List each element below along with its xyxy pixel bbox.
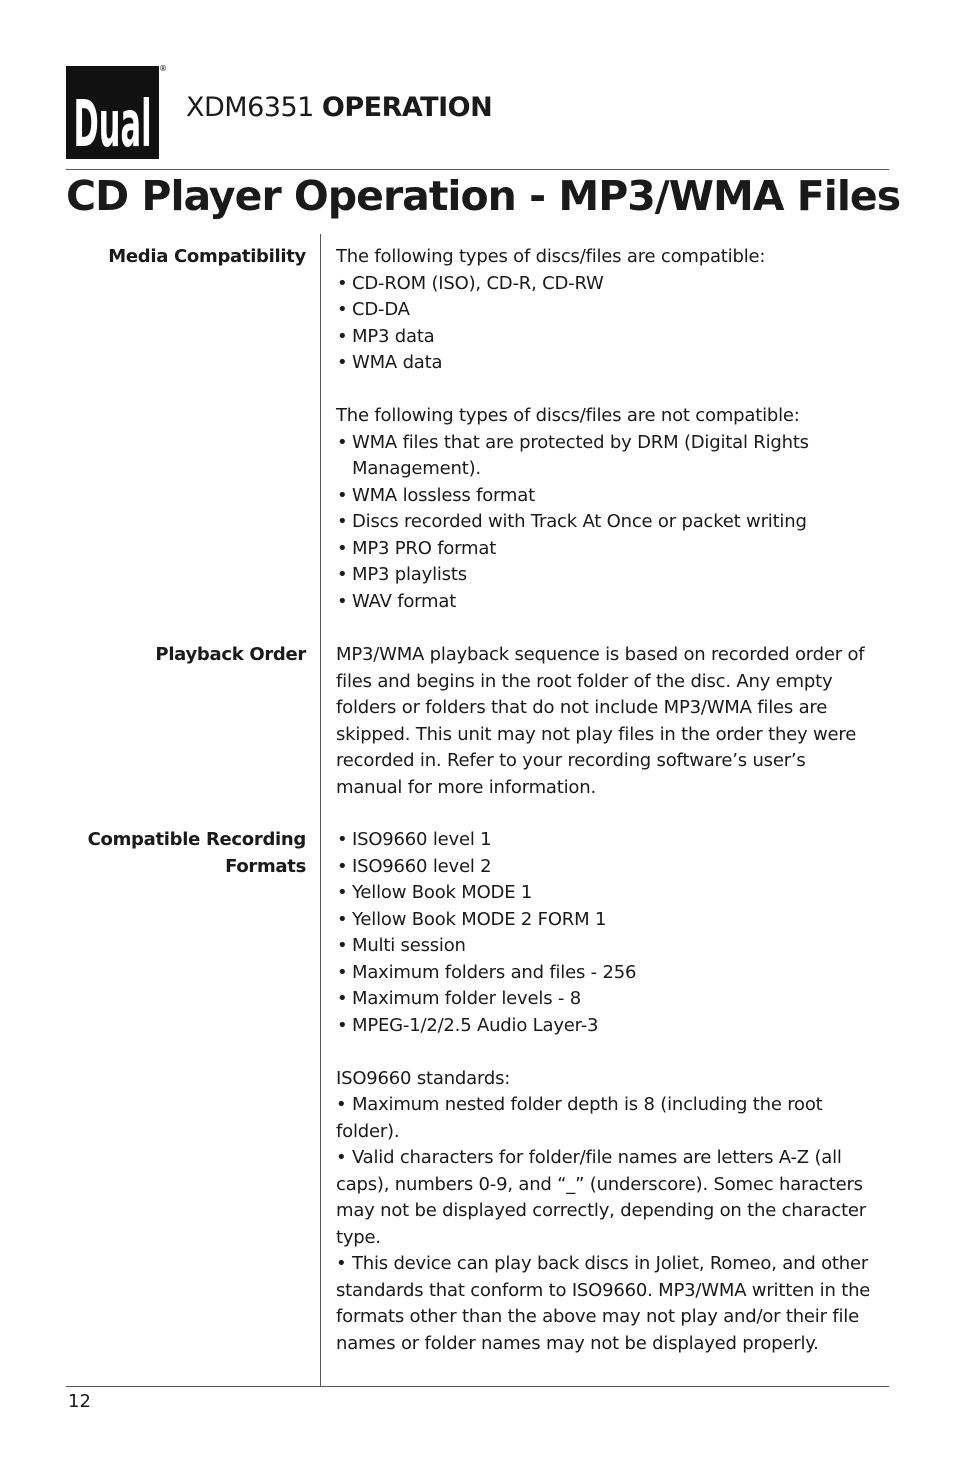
list-item: • Discs recorded with Track At Once or packet writing	[336, 509, 892, 536]
list-item: • ISO9660 level 1	[336, 827, 892, 854]
list-item: • MP3 playlists	[336, 562, 892, 589]
playback-text: MP3/WMA playback sequence is based on recorded order of files and begins in the root folder of the disc. Any empty folders or folders that do not include MP3/WMA files are skipped. This unit may not play files in the order they were recorded in. Refer to your recording software’s user’s manual for more information.	[336, 644, 865, 798]
list-item: • WMA lossless format	[336, 483, 892, 510]
header-section: OPERATION	[321, 92, 493, 123]
incompatible-list	[336, 430, 892, 616]
column-divider	[320, 234, 321, 1386]
compatible-intro: The following types of discs/files are compatible:	[336, 246, 766, 267]
section-content	[336, 642, 876, 801]
list-item: • Maximum folders and files - 256	[336, 960, 892, 987]
model-number: XDM6351	[186, 92, 314, 123]
list-item: • MP3 PRO format	[336, 536, 892, 563]
section-label: Compatible Recording Formats	[87, 829, 306, 877]
registered-mark: ®	[159, 64, 167, 73]
section-content	[336, 244, 892, 615]
logo-text: Dual	[73, 88, 152, 162]
section-label: Media Compatibility	[108, 246, 306, 267]
page-number: 12	[68, 1391, 91, 1412]
standards-intro: ISO9660 standards:	[336, 1067, 511, 1089]
header-title	[186, 92, 492, 123]
list-item: • CD-DA	[336, 297, 892, 324]
list-item: • WAV format	[336, 589, 892, 616]
compatible-list	[336, 271, 892, 377]
dual-logo	[66, 66, 159, 162]
list-item: • Multi session	[336, 933, 892, 960]
formats-list	[336, 827, 892, 1039]
list-item: • WMA files that are protected by DRM (Digital Rights Management).	[336, 430, 832, 483]
section-content	[336, 827, 892, 1357]
list-item: • Yellow Book MODE 1	[336, 880, 892, 907]
list-item: • WMA data	[336, 350, 892, 377]
list-item: • Yellow Book MODE 2 FORM 1	[336, 907, 892, 934]
page-title: CD Player Operation - MP3/WMA Files	[66, 172, 901, 220]
standards-paragraph: • Maximum nested folder depth is 8 (including the root folder).	[336, 1094, 823, 1142]
list-item: • MP3 data	[336, 324, 892, 351]
incompatible-intro: The following types of discs/files are not compatible:	[336, 405, 800, 426]
standards-paragraph: • This device can play back discs in Joliet, Romeo, and other standards that conform to ISO9660. MP3/WMA written in the formats other than the above may not play and/or their file names or folder names may not be displayed properly.	[336, 1253, 871, 1354]
list-item: • CD-ROM (ISO), CD-R, CD-RW	[336, 271, 892, 298]
list-item: • ISO9660 level 2	[336, 854, 892, 881]
footer-rule	[66, 1386, 889, 1387]
dual-logo-mark	[66, 66, 159, 162]
list-item: • MPEG-1/2/2.5 Audio Layer-3	[336, 1013, 892, 1040]
list-item: • Maximum folder levels - 8	[336, 986, 892, 1013]
standards-paragraph: • Valid characters for folder/file names are letters A-Z (all caps), numbers 0-9, and “_” (underscore). Somec haracters may not be displayed correctly, depending on the character type.	[336, 1147, 867, 1248]
section-label: Playback Order	[155, 644, 306, 665]
header-rule	[66, 169, 889, 170]
